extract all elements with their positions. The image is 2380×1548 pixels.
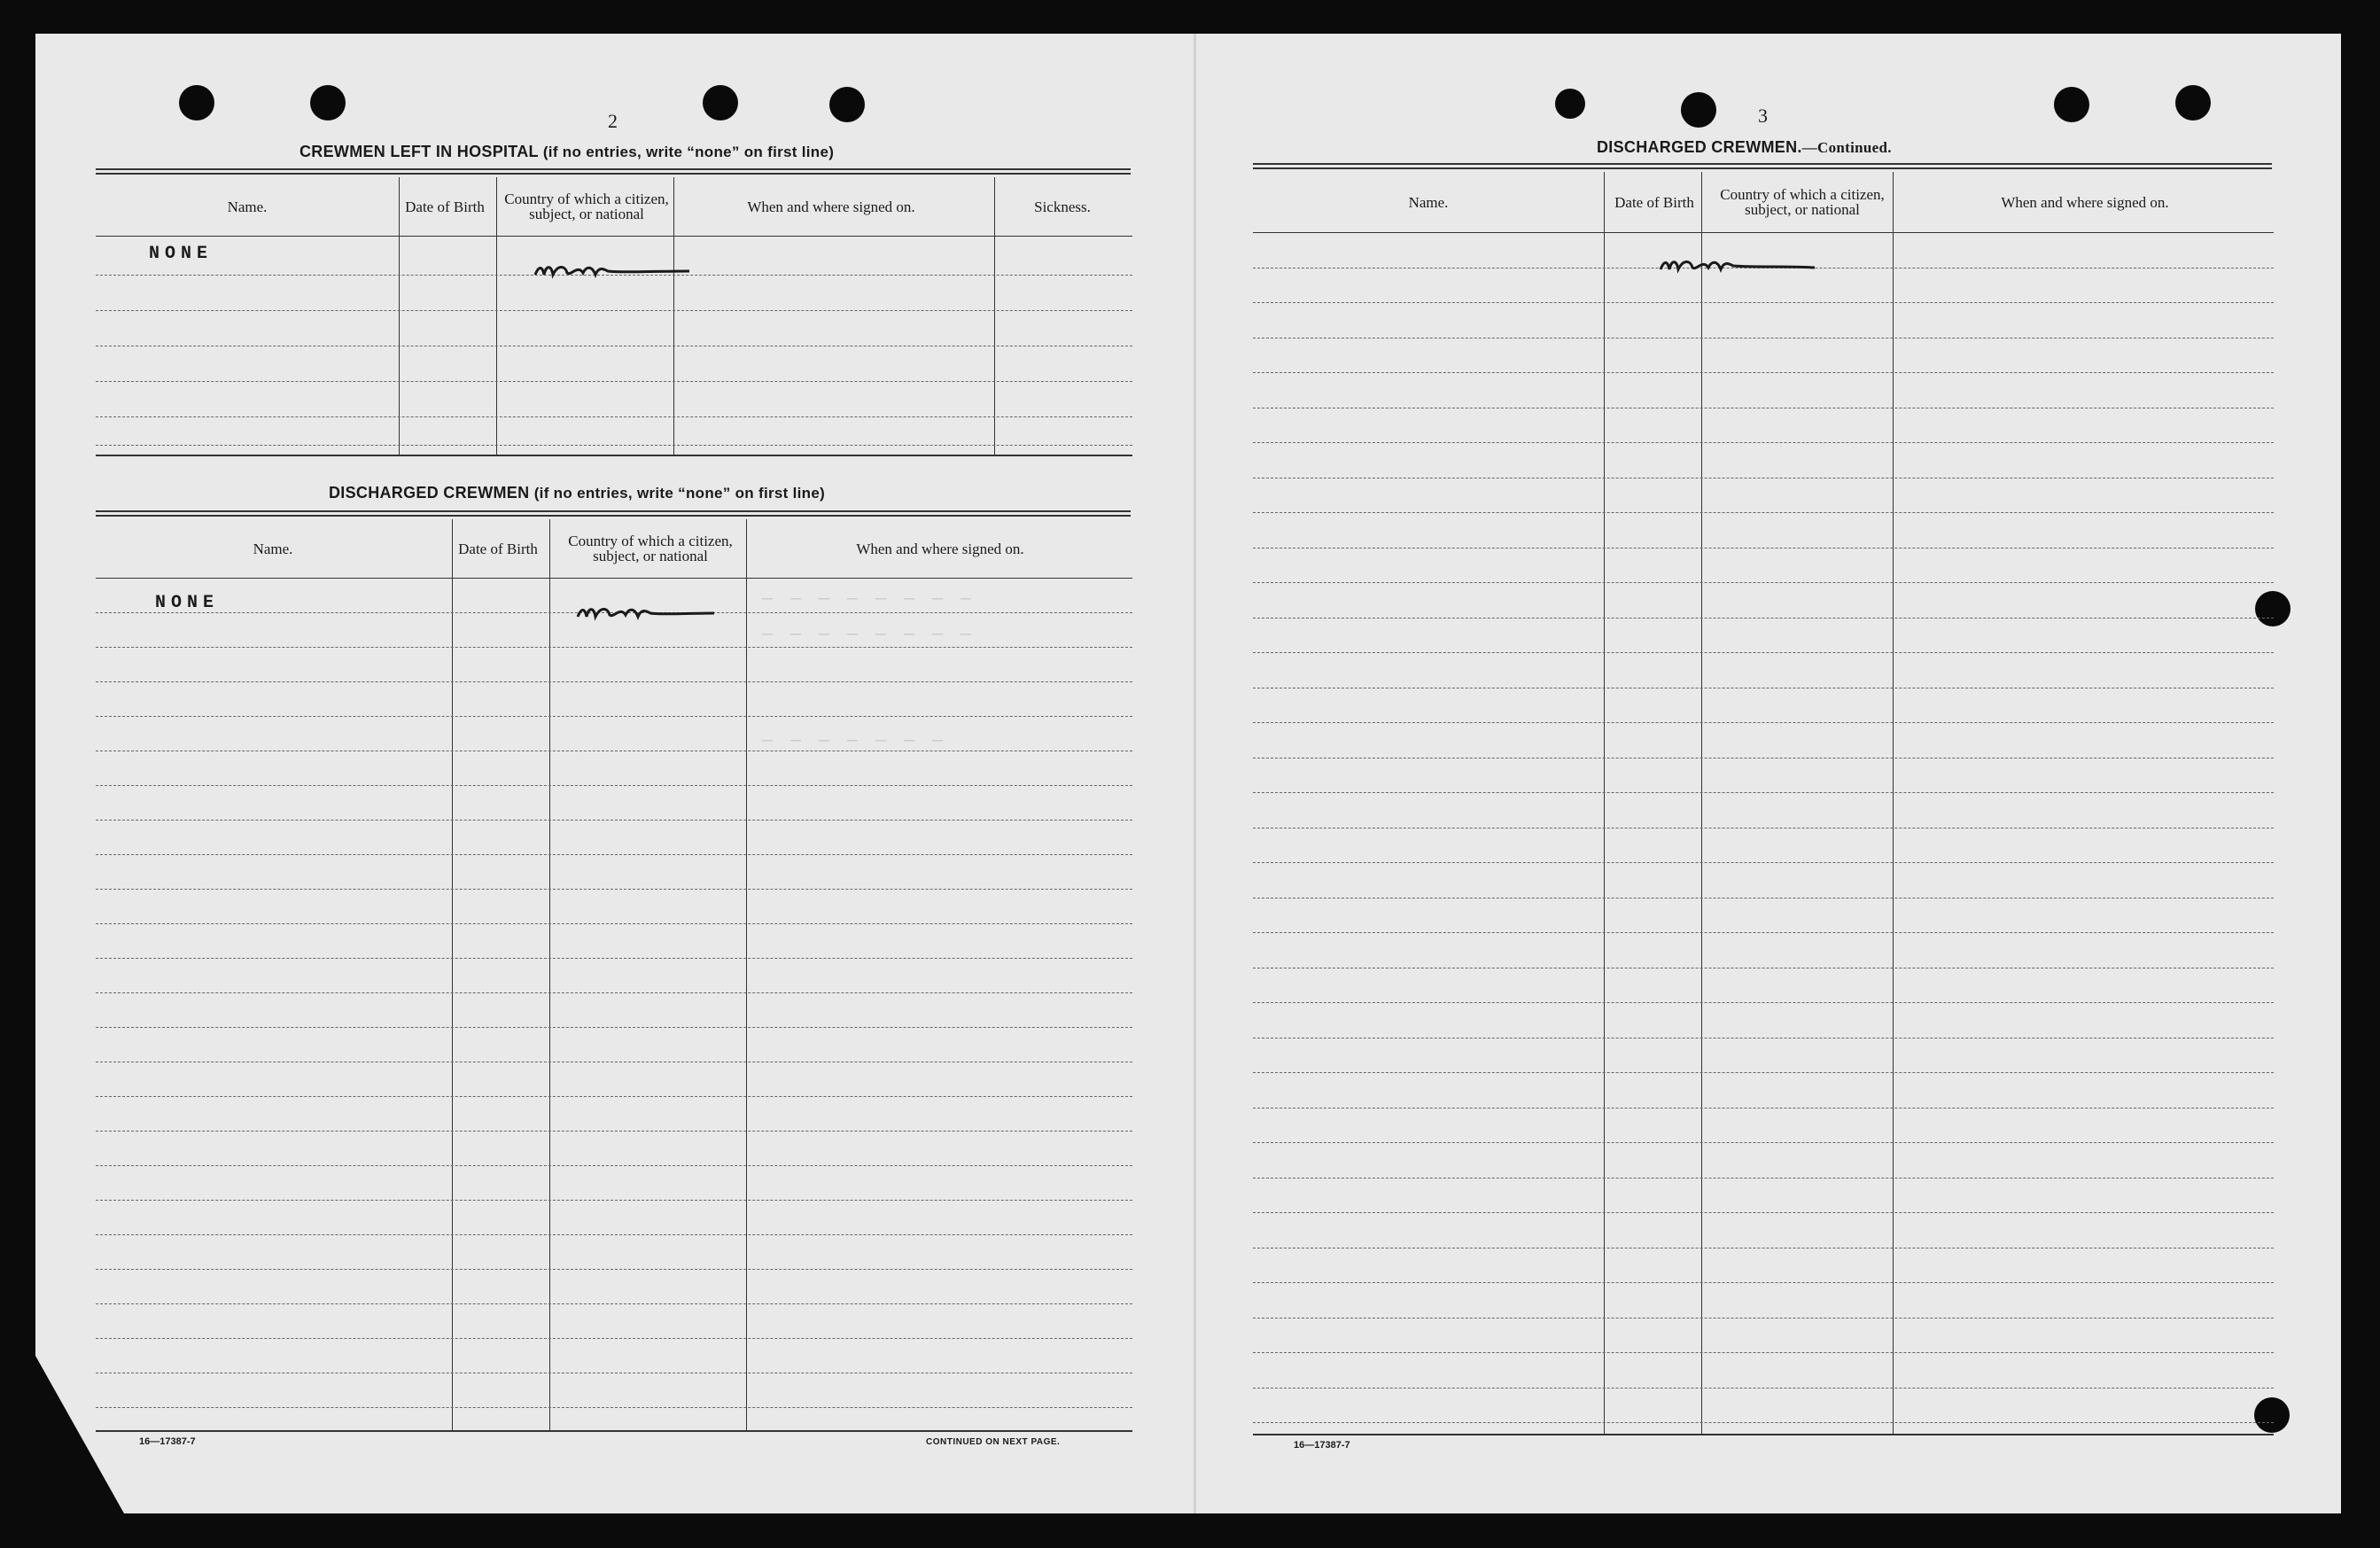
punch-hole — [179, 85, 214, 121]
entry-line — [96, 889, 1132, 890]
punch-hole — [310, 85, 346, 121]
hospital-instruction: (if no entries, write “none” on first line) — [542, 144, 835, 160]
entry-line — [96, 1200, 1132, 1201]
hospital-title-text: CREWMEN LEFT IN HOSPITAL — [299, 143, 539, 160]
discharged-title-text: DISCHARGED CREWMEN — [329, 484, 530, 502]
page-number: 2 — [608, 110, 618, 132]
entry-line — [1253, 1248, 2274, 1249]
column-header-dob: Date of Birth — [1614, 193, 1694, 211]
entry-line — [96, 1027, 1132, 1028]
column-header-name: Name. — [1408, 193, 1449, 211]
table-bottom-rule — [96, 1430, 1132, 1432]
entry-line — [1253, 1352, 2274, 1353]
entry-line — [96, 681, 1132, 682]
entry-line — [1253, 302, 2274, 303]
entry-line — [1253, 512, 2274, 513]
entry-line — [96, 820, 1132, 821]
discharged-continued-title-text: DISCHARGED CREWMEN. — [1597, 138, 1802, 156]
entry-line — [1253, 862, 2274, 863]
entry-line — [1253, 932, 2274, 933]
column-header-dob: Date of Birth — [405, 198, 485, 215]
punch-hole — [829, 87, 865, 122]
entry-line — [96, 958, 1132, 959]
entry-line — [1253, 1212, 2274, 1213]
entry-line — [96, 647, 1132, 648]
column-header-country: Country of which a citizen, subject, or national — [1720, 186, 1885, 218]
hospital-section-title — [299, 143, 834, 161]
typed-entry: NONE — [155, 593, 220, 613]
entry-line — [96, 1234, 1132, 1235]
entry-line — [1253, 1178, 2274, 1179]
column-header-name: Name. — [227, 198, 268, 215]
form-number: 16—17387-7 — [1294, 1440, 1350, 1451]
double-rule — [96, 168, 1131, 175]
discharged-instruction: (if no entries, write “none” on first line) — [533, 485, 826, 502]
discharged-section-title — [329, 484, 825, 502]
entry-line — [1253, 1422, 2274, 1423]
entry-line — [1253, 792, 2274, 793]
entry-line — [1253, 1002, 2274, 1003]
entry-line — [96, 1407, 1132, 1408]
entry-line — [1253, 1282, 2274, 1283]
entry-line — [1253, 1318, 2274, 1319]
handwritten-none — [533, 257, 693, 282]
column-header-name: Name. — [253, 540, 293, 557]
entry-line — [1253, 1072, 2274, 1073]
bleed-through-text: — — — — — — — — [762, 731, 947, 751]
bleed-through-text: — — — — — — — — — [762, 589, 976, 610]
double-rule — [1253, 163, 2272, 169]
entry-line — [96, 1131, 1132, 1132]
punch-hole — [703, 85, 738, 121]
entry-line — [96, 1303, 1132, 1304]
column-header-signed-on: When and where signed on. — [856, 540, 1024, 557]
entry-line — [96, 716, 1132, 717]
column-header-country: Country of which a citizen, subject, or national — [504, 191, 669, 222]
discharged-table-left — [96, 519, 1132, 1432]
entry-line — [96, 923, 1132, 924]
punch-hole — [2175, 85, 2211, 121]
entry-lines — [1253, 232, 2274, 1435]
entry-line — [96, 1269, 1132, 1270]
entry-lines — [96, 578, 1132, 1432]
entry-line — [96, 1338, 1132, 1339]
entry-line — [1253, 372, 2274, 373]
entry-line — [1253, 652, 2274, 653]
entry-line — [1253, 1388, 2274, 1389]
table-bottom-rule — [96, 455, 1132, 456]
hospital-table — [96, 177, 1132, 456]
punch-hole — [1681, 92, 1716, 128]
bleed-through-text: — — — — — — — — — [762, 625, 976, 645]
continued-note: CONTINUED ON NEXT PAGE. — [926, 1437, 1061, 1447]
column-header-country: Country of which a citizen, subject, or national — [568, 533, 733, 564]
discharged-continued-title — [1597, 138, 1892, 157]
entry-line — [1253, 582, 2274, 583]
table-bottom-rule — [1253, 1434, 2274, 1435]
entry-line — [96, 1096, 1132, 1097]
column-header-signed-on: When and where signed on. — [2001, 193, 2169, 211]
entry-line — [96, 992, 1132, 993]
column-header-dob: Date of Birth — [458, 540, 538, 557]
page-number: 3 — [1758, 105, 1768, 127]
column-header-sickness: Sickness. — [1034, 198, 1091, 215]
entry-line — [1253, 722, 2274, 723]
punch-hole — [1555, 89, 1585, 119]
handwritten-none — [1659, 253, 1818, 276]
entry-line — [96, 1165, 1132, 1166]
entry-line — [96, 854, 1132, 855]
punch-hole — [2054, 87, 2089, 122]
column-header-signed-on: When and where signed on. — [747, 198, 915, 215]
continued-suffix: —Continued. — [1801, 139, 1892, 156]
double-rule — [96, 510, 1131, 517]
form-number: 16—17387-7 — [139, 1436, 196, 1447]
discharged-table-right — [1253, 172, 2274, 1435]
typed-entry: NONE — [149, 244, 214, 264]
entry-line — [1253, 1142, 2274, 1143]
entry-line — [1253, 442, 2274, 443]
entry-line — [96, 785, 1132, 786]
handwritten-none — [576, 601, 718, 624]
